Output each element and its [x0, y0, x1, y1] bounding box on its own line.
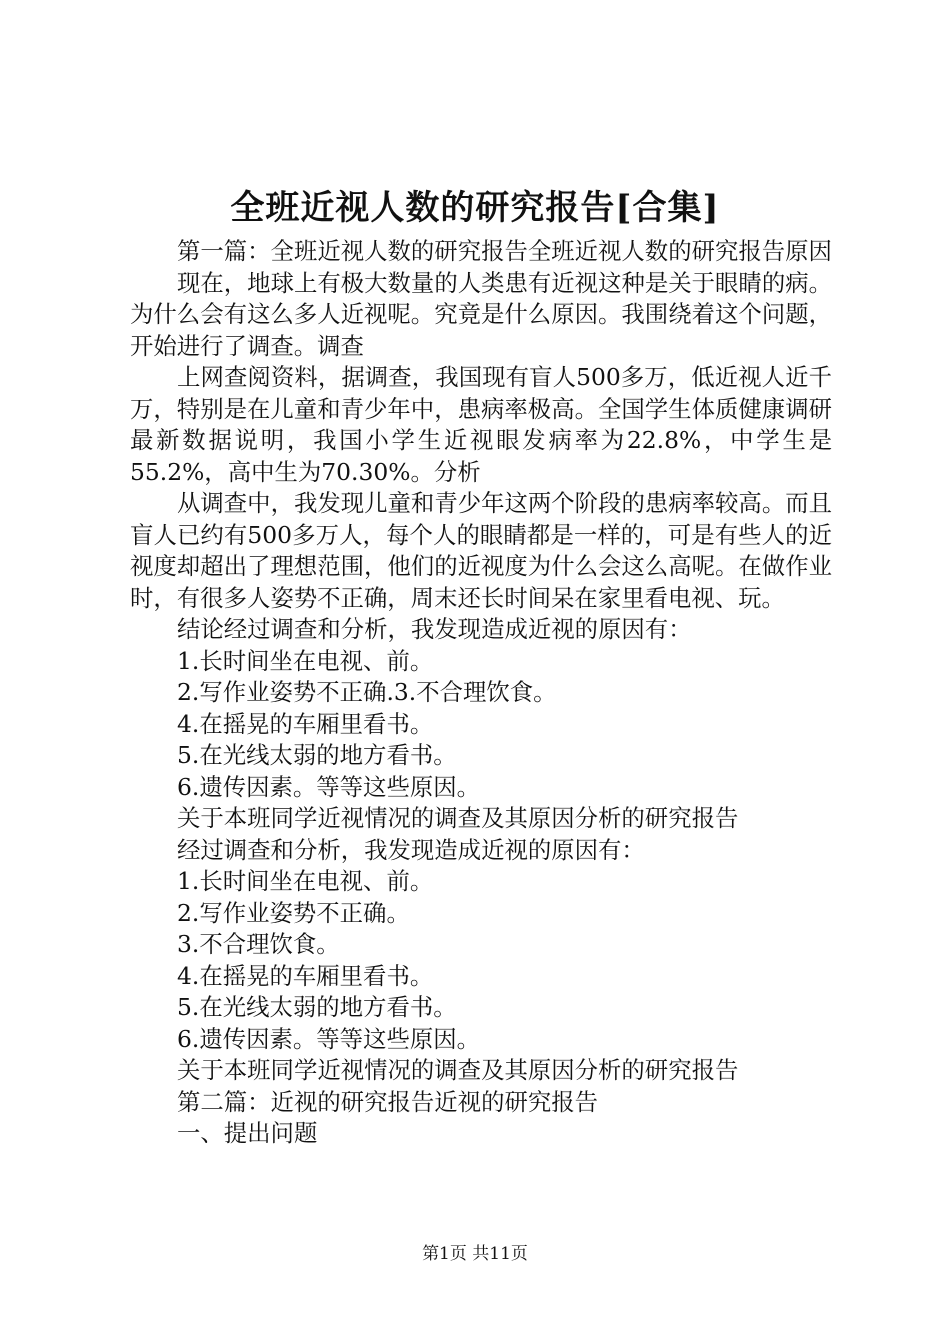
page-footer: 第1页 共11页 [422, 1244, 528, 1264]
paragraph: 上网查阅资料，据调查，我国现有盲人500多万，低近视人近千万，特别是在儿童和青少年中，患病率极高。全国学生体质健康调研最新数据说明，我国小学生近视眼发病率为22.8%，中学生是55.2%，高中生为70.30%。分析 [130, 363, 832, 486]
list-item: 4.在摇晃的车厢里看书。 [177, 961, 434, 990]
list-item: 1.长时间坐在电视、前。 [177, 867, 434, 895]
paragraph: 关于本班同学近视情况的调查及其原因分析的研究报告 [177, 1056, 739, 1084]
list-item: 1.长时间坐在电视、前。 [177, 646, 434, 675]
list-item: 5.在光线太弱的地方看书。 [177, 993, 457, 1021]
paragraph: 现在，地球上有极大数量的人类患有近视这种是关于眼睛的病。为什么会有这么多人近视呢。究竟是什么原因。我围绕着这个问题，开始进行了调查。调查 [130, 268, 832, 360]
paragraph: 经过调查和分析，我发现造成近视的原因有： [177, 835, 645, 864]
document-body [130, 236, 832, 1150]
list-item: 3.不合理饮食。 [177, 930, 340, 958]
section-heading: 一、提出问题 [177, 1119, 318, 1147]
list-item: 5.在光线太弱的地方看书。 [177, 741, 457, 769]
list-item: 2.写作业姿势不正确.3.不合理饮食。 [177, 678, 557, 706]
paragraph: 从调查中，我发现儿童和青少年这两个阶段的患病率较高。而且盲人已约有500多万人，每个人的眼睛都是一样的，可是有些人的近视度却超出了理想范围，他们的近视度为什么会这么高呢。在做作业时，有很多人姿势不正确，周末还长时间呆在家里看电视、玩。 [130, 489, 832, 612]
paragraph: 关于本班同学近视情况的调查及其原因分析的研究报告 [177, 804, 739, 832]
list-item: 4.在摇晃的车厢里看书。 [177, 709, 434, 738]
list-item: 6.遗传因素。等等这些原因。 [177, 1024, 481, 1053]
section-heading: 第二篇：近视的研究报告近视的研究报告 [177, 1087, 599, 1116]
list-item: 6.遗传因素。等等这些原因。 [177, 772, 481, 801]
paragraph: 结论经过调查和分析，我发现造成近视的原因有： [177, 615, 692, 643]
document-title: 全班近视人数的研究报告[合集] [230, 188, 720, 228]
paragraph: 第一篇：全班近视人数的研究报告全班近视人数的研究报告原因 [177, 237, 832, 265]
list-item: 2.写作业姿势不正确。 [177, 898, 410, 927]
